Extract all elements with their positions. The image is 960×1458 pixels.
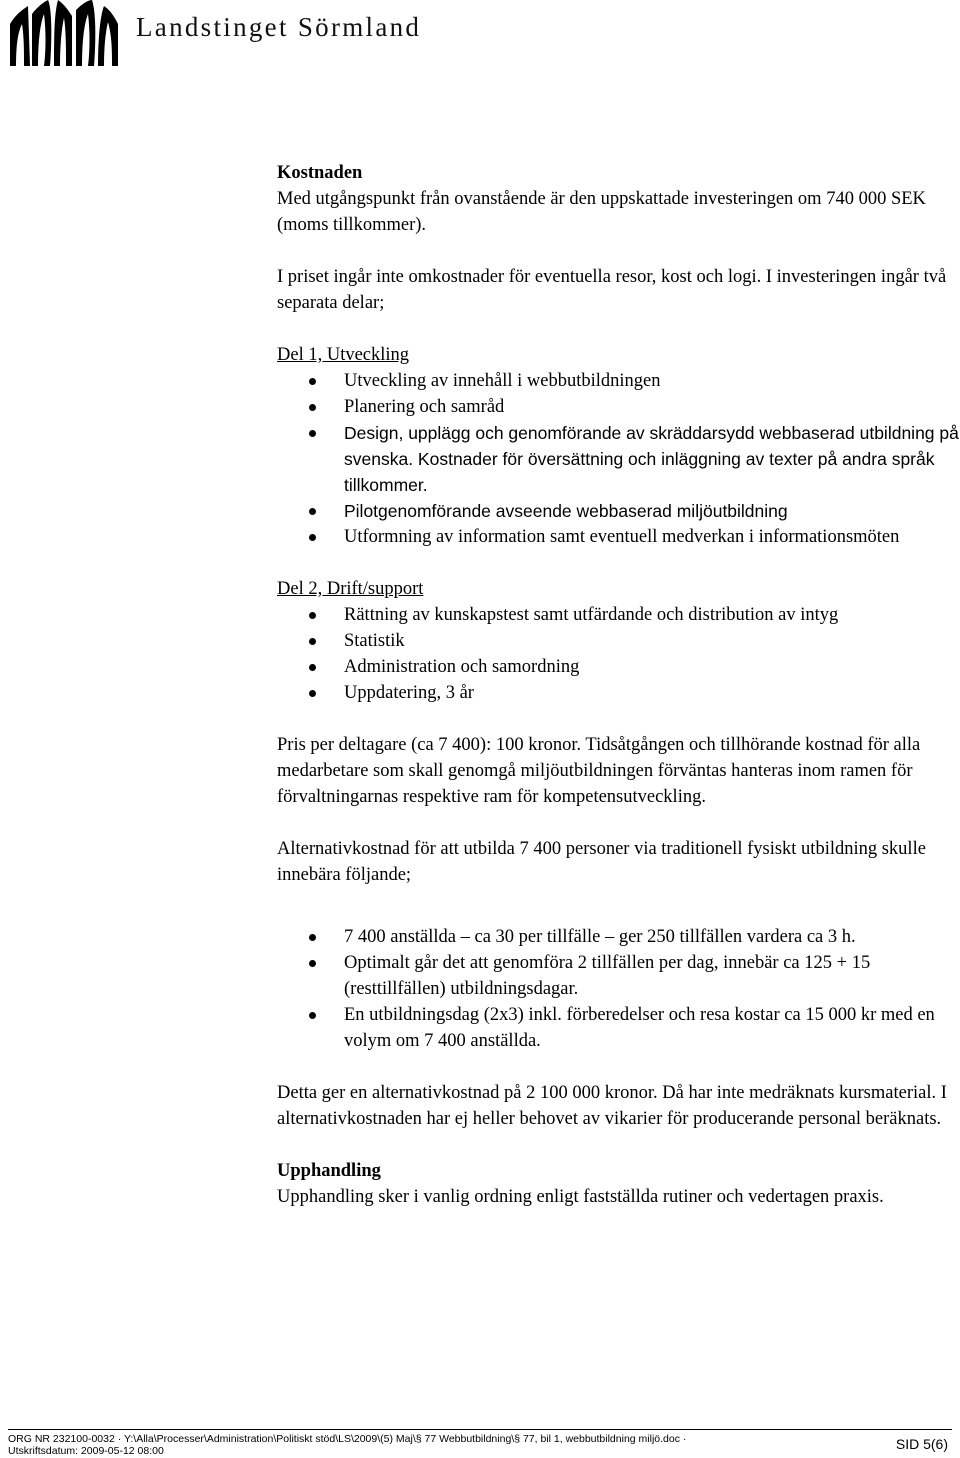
list-item: Uppdatering, 3 år [277, 680, 960, 706]
list-item: 7 400 anställda – ca 30 per tillfälle – ger 250 tillfällen vardera ca 3 h. [277, 924, 960, 950]
list-item: Pilotgenomförande avseende webbaserad miljöutbildning [277, 498, 960, 524]
alternative-list [277, 924, 960, 1054]
footer-divider [8, 1429, 952, 1430]
list-item: Administration och samordning [277, 654, 960, 680]
part2-label: Del 2, Drift/support [277, 579, 424, 599]
footer-reference: ORG NR 232100-0032 · Y:\Alla\Processer\Administration\Politiskt stöd\LS\2009\(5) Maj\§ 77 Webbutbildning\§ 77, bil 1, webbutbildning miljö.doc · Utskriftsdatum: 2009-05-12 08:00 [8, 1433, 687, 1457]
part1-list [277, 368, 960, 550]
list-item: Statistik [277, 628, 960, 654]
list-item: Planering och samråd [277, 394, 960, 420]
document-body [277, 160, 960, 1210]
procurement-text: Upphandling sker i vanlig ordning enligt fastställda rutiner och vedertagen praxis. [277, 1187, 884, 1207]
procurement-heading: Upphandling [277, 1161, 381, 1181]
cost-heading: Kostnaden [277, 163, 363, 183]
list-item: Utformning av information samt eventuell medverkan i informationsmöten [277, 524, 960, 550]
list-item: En utbildningsdag (2x3) inkl. förberedelser och resa kostar ca 15 000 kr med en volym om 7 400 anställda. [277, 1002, 960, 1054]
list-item: Optimalt går det att genomföra 2 tillfällen per dag, innebär ca 125 + 15 (resttillfällen) utbildningsdagar. [277, 950, 960, 1002]
page-number: SID 5(6) [895, 1436, 948, 1452]
list-item: Design, upplägg och genomförande av skräddarsydd webbaserad utbildning på svenska. Kostnader för översättning och inläggning av texter på andra språk tillkommer. [277, 420, 960, 498]
part2-list [277, 602, 960, 706]
alternative-conclusion: Detta ger en alternativkostnad på 2 100 000 kronor. Då har inte medräknats kursmaterial. I alternativkostnaden har ej heller behovet av vikarier för producerande personal beräknats. [277, 1083, 947, 1129]
list-item: Rättning av kunskapstest samt utfärdande och distribution av intyg [277, 602, 960, 628]
list-item: Utveckling av innehåll i webbutbildningen [277, 368, 960, 394]
organization-name: Landstinget Sörmland [136, 12, 422, 42]
alternative-intro: Alternativkostnad för att utbilda 7 400 personer via traditionell fysiskt utbildning skulle innebära följande; [277, 839, 926, 885]
price-paragraph: Pris per deltagare (ca 7 400): 100 kronor. Tidsåtgången och tillhörande kostnad för alla medarbetare som skall genomgå miljöutbildningen förväntas hanteras inom ramen för förvaltningarnas respektive ram för kompetensutveckling. [277, 735, 921, 807]
cost-paragraph-2: I priset ingår inte omkostnader för eventuella resor, kost och logi. I investeringen ingår två separata delar; [277, 267, 947, 313]
part1-label: Del 1, Utveckling [277, 345, 410, 365]
cost-paragraph-1: Med utgångspunkt från ovanstående är den uppskattade investeringen om 740 000 SEK (moms tillkommer). [277, 189, 926, 235]
tulip-crown-logo [8, 0, 120, 66]
